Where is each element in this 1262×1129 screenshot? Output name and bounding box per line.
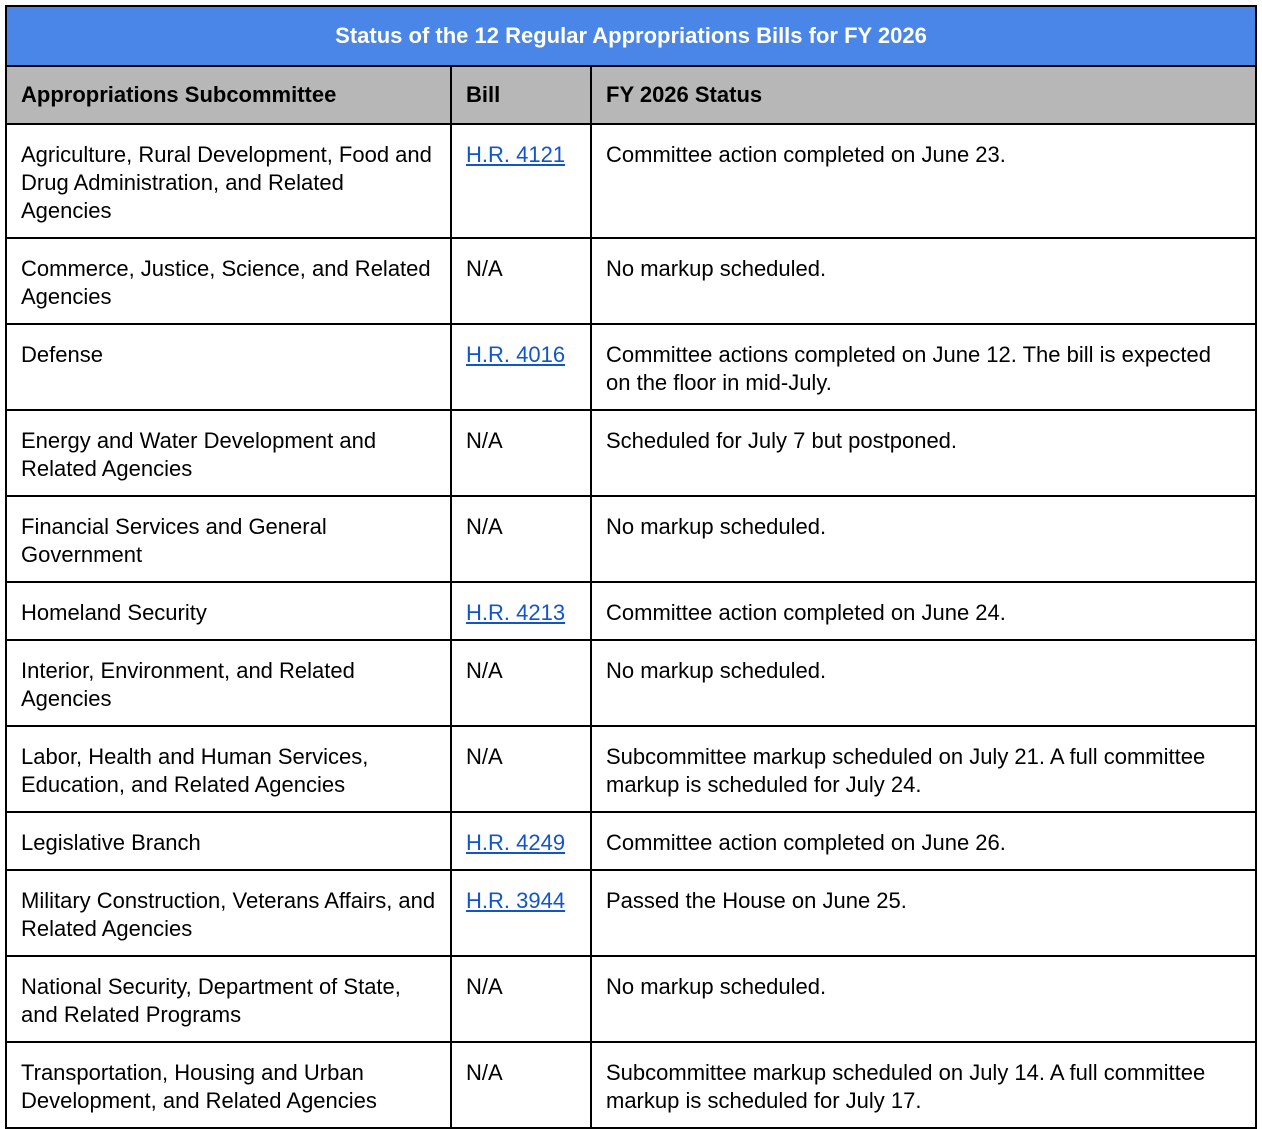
bill-link[interactable]: H.R. 3944 (466, 888, 566, 913)
header-row (6, 66, 1256, 124)
header-status: FY 2026 Status (591, 66, 1256, 124)
bill-cell (451, 956, 591, 1042)
bill-text: N/A (466, 658, 503, 683)
bill-cell (451, 812, 591, 870)
status-cell: No markup scheduled. (591, 640, 1256, 726)
bill-cell (451, 410, 591, 496)
subcommittee-cell: Homeland Security (6, 582, 451, 640)
subcommittee-cell: Interior, Environment, and Related Agencies (6, 640, 451, 726)
table-row (6, 124, 1256, 238)
table-row (6, 1042, 1256, 1128)
bill-cell (451, 1042, 591, 1128)
subcommittee-cell: Financial Services and General Government (6, 496, 451, 582)
bill-text: N/A (466, 256, 503, 281)
table-row (6, 582, 1256, 640)
table-body (6, 124, 1256, 1128)
bill-cell (451, 582, 591, 640)
bill-cell (451, 870, 591, 956)
table-title: Status of the 12 Regular Appropriations Bills for FY 2026 (6, 6, 1256, 66)
table-row (6, 238, 1256, 324)
subcommittee-cell: Energy and Water Development and Related Agencies (6, 410, 451, 496)
table-row (6, 640, 1256, 726)
status-cell: No markup scheduled. (591, 956, 1256, 1042)
status-cell: Subcommittee markup scheduled on July 14. A full committee markup is scheduled for July 17. (591, 1042, 1256, 1128)
bill-link[interactable]: H.R. 4213 (466, 600, 566, 625)
status-cell: Committee action completed on June 26. (591, 812, 1256, 870)
table-row (6, 956, 1256, 1042)
bill-text: N/A (466, 744, 503, 769)
appropriations-status-table (5, 5, 1257, 1129)
status-cell: Committee actions completed on June 12. The bill is expected on the floor in mid-July. (591, 324, 1256, 410)
bill-link[interactable]: H.R. 4249 (466, 830, 566, 855)
status-cell: Subcommittee markup scheduled on July 21. A full committee markup is scheduled for July 24. (591, 726, 1256, 812)
subcommittee-cell: Military Construction, Veterans Affairs, and Related Agencies (6, 870, 451, 956)
status-cell: Committee action completed on June 24. (591, 582, 1256, 640)
table-row (6, 410, 1256, 496)
status-cell: No markup scheduled. (591, 238, 1256, 324)
header-subcommittee: Appropriations Subcommittee (6, 66, 451, 124)
bill-cell (451, 726, 591, 812)
bill-text: N/A (466, 514, 503, 539)
table-row (6, 496, 1256, 582)
title-row (6, 6, 1256, 66)
subcommittee-cell: National Security, Department of State, and Related Programs (6, 956, 451, 1042)
subcommittee-cell: Transportation, Housing and Urban Development, and Related Agencies (6, 1042, 451, 1128)
subcommittee-cell: Labor, Health and Human Services, Education, and Related Agencies (6, 726, 451, 812)
subcommittee-cell: Defense (6, 324, 451, 410)
subcommittee-cell: Commerce, Justice, Science, and Related Agencies (6, 238, 451, 324)
bill-text: N/A (466, 974, 503, 999)
subcommittee-cell: Legislative Branch (6, 812, 451, 870)
table-row (6, 812, 1256, 870)
table-row (6, 870, 1256, 956)
status-cell: Scheduled for July 7 but postponed. (591, 410, 1256, 496)
bill-text: N/A (466, 1060, 503, 1085)
table-row (6, 726, 1256, 812)
bill-cell (451, 496, 591, 582)
status-cell: Committee action completed on June 23. (591, 124, 1256, 238)
table-row (6, 324, 1256, 410)
subcommittee-cell: Agriculture, Rural Development, Food and Drug Administration, and Related Agencies (6, 124, 451, 238)
bill-text: N/A (466, 428, 503, 453)
bill-cell (451, 324, 591, 410)
bill-link[interactable]: H.R. 4016 (466, 342, 566, 367)
status-cell: Passed the House on June 25. (591, 870, 1256, 956)
header-bill: Bill (451, 66, 591, 124)
bill-link[interactable]: H.R. 4121 (466, 142, 566, 167)
status-cell: No markup scheduled. (591, 496, 1256, 582)
bill-cell (451, 124, 591, 238)
bill-cell (451, 640, 591, 726)
bill-cell (451, 238, 591, 324)
